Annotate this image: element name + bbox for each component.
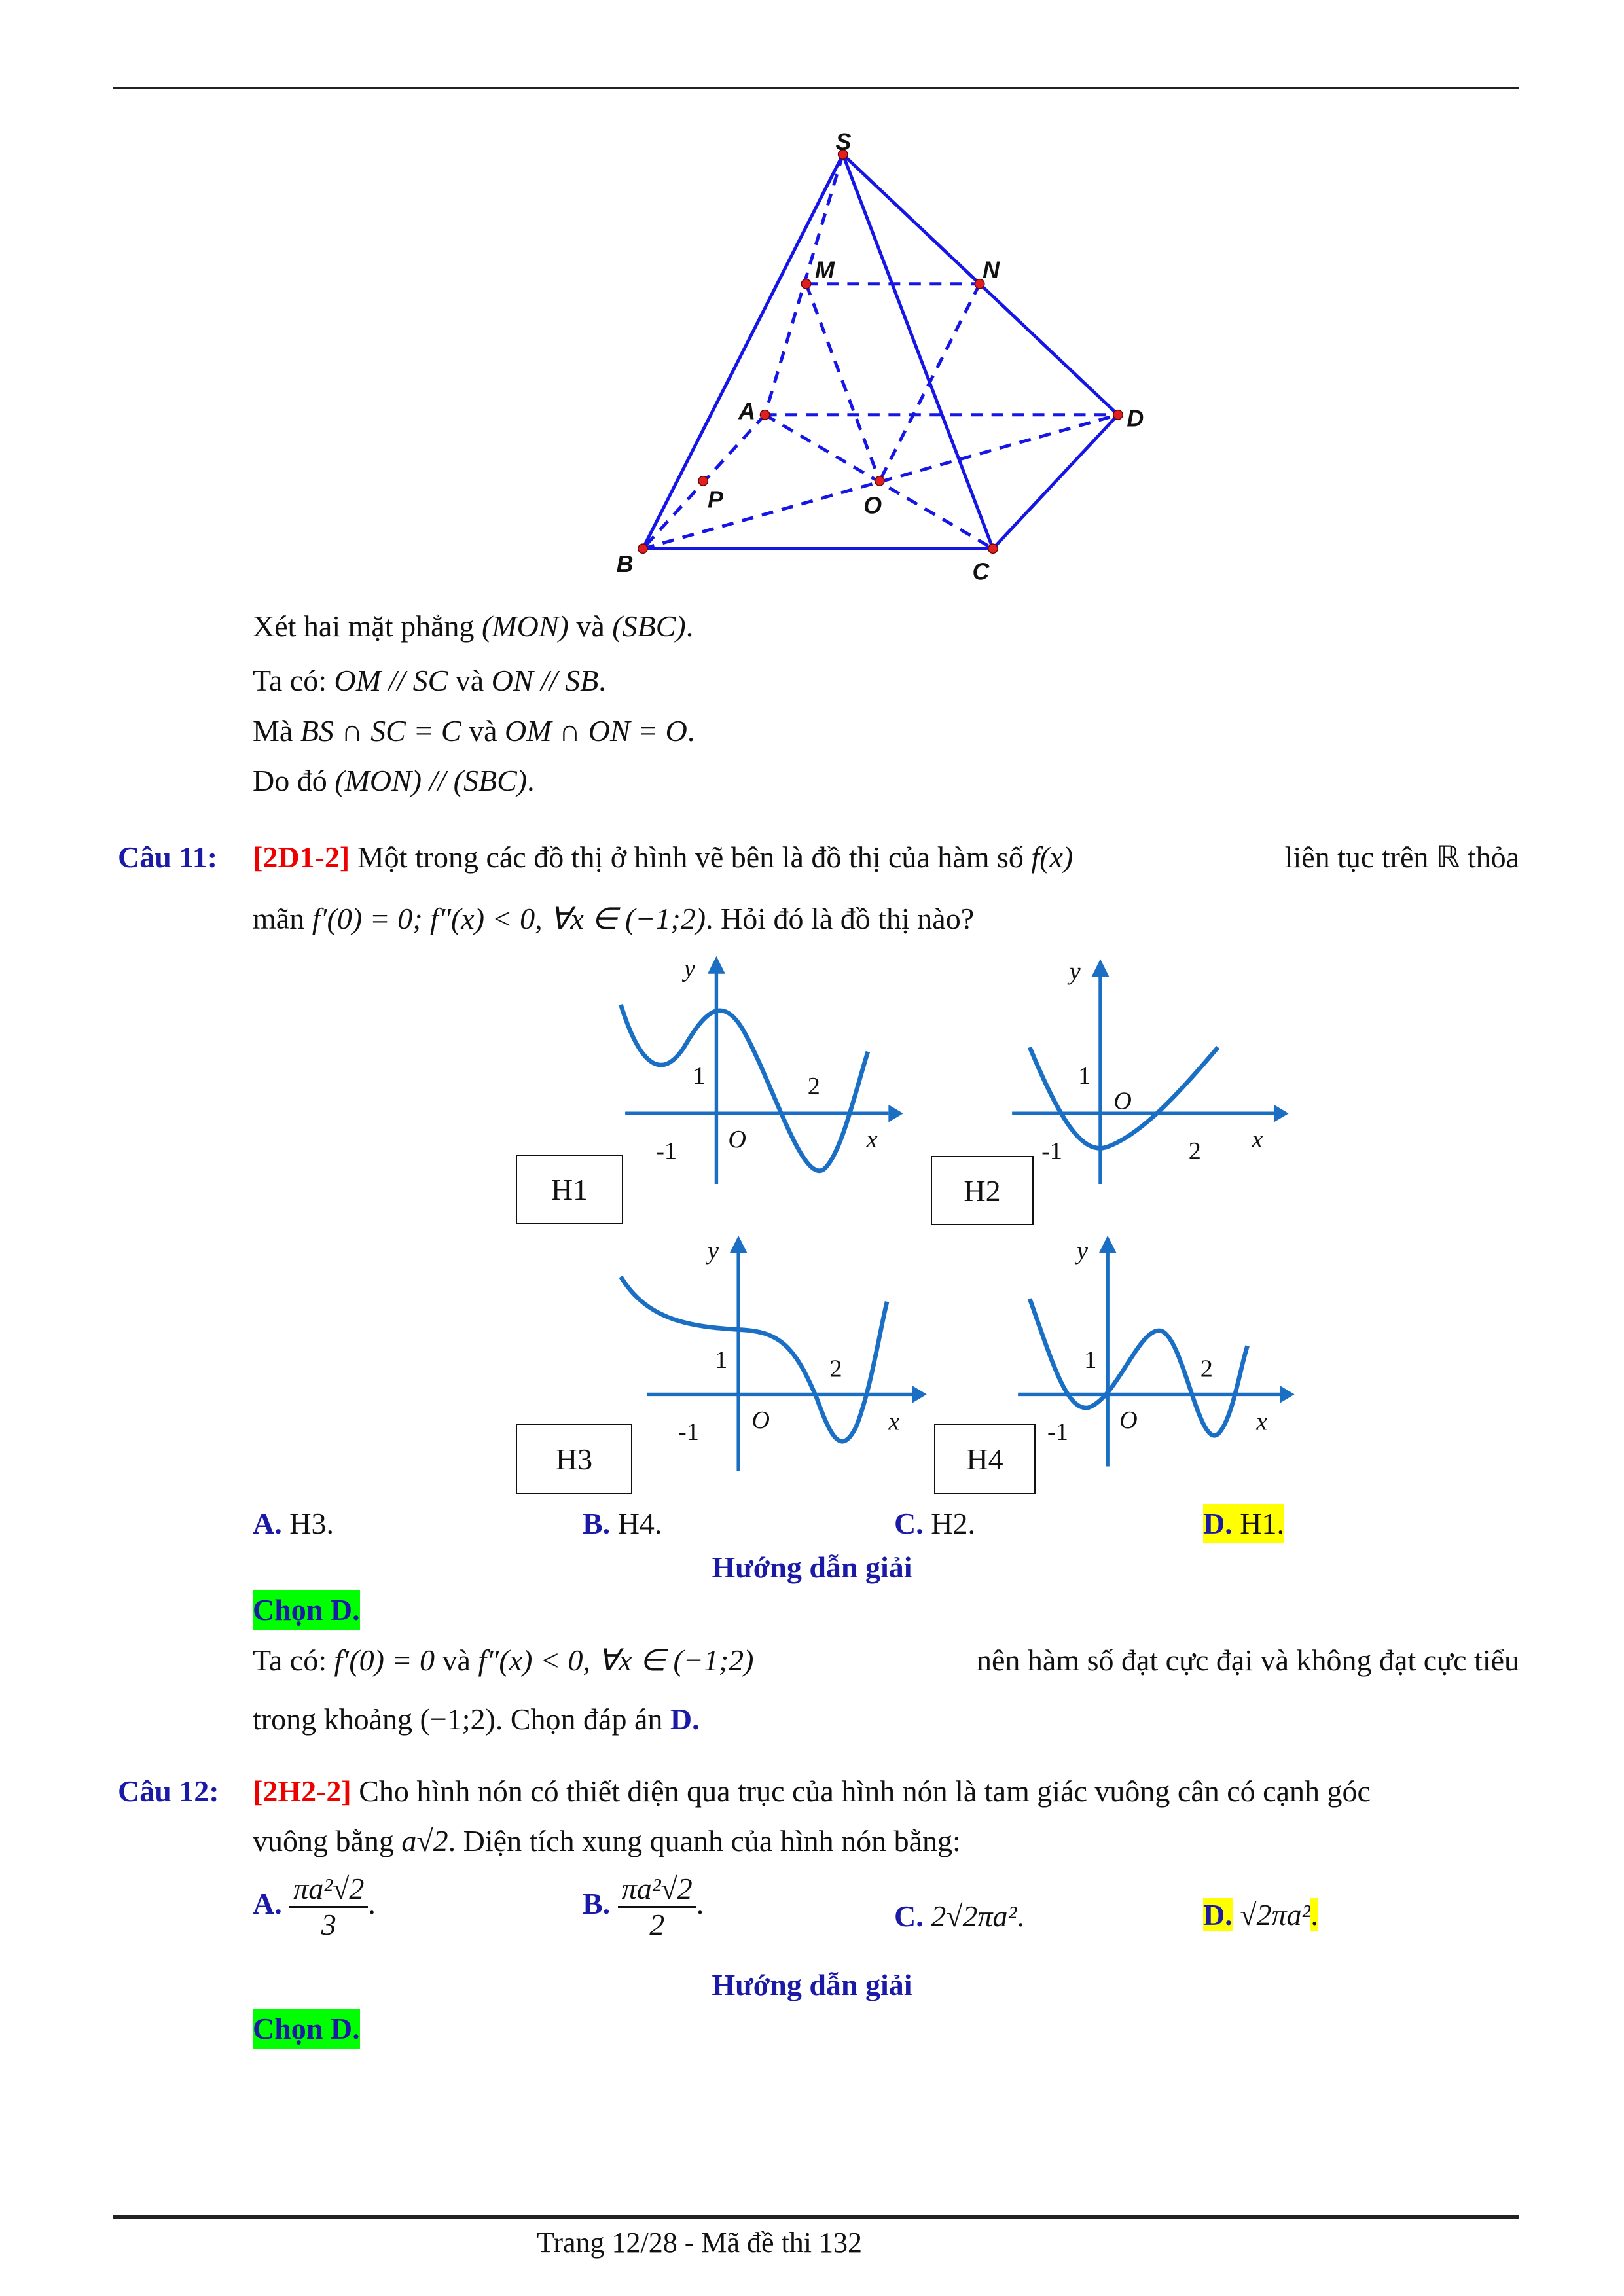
- question-11-line1: [253, 838, 1519, 877]
- h1-origin-label: O: [728, 1125, 746, 1153]
- guide-heading: Hướng dẫn giải: [712, 1968, 912, 2001]
- h1-y-label: y: [683, 955, 695, 983]
- math: f″(x) < 0, ∀x ∈ (−1;2): [478, 1643, 754, 1677]
- math: f(x): [1031, 840, 1074, 874]
- h3-x-label: x: [888, 1408, 900, 1436]
- point-label-o: O: [863, 492, 882, 519]
- answer-letter: B.: [583, 1507, 611, 1540]
- graph-h3: [621, 1236, 926, 1471]
- graph-label-h4: H4: [934, 1424, 1036, 1494]
- answer-text: H4.: [610, 1507, 662, 1540]
- guide-heading: Hướng dẫn giải: [712, 1551, 912, 1584]
- answer-letter: A.: [253, 1887, 282, 1921]
- text: .: [685, 609, 694, 643]
- text: . Hỏi đó là đồ thị nào?: [706, 902, 975, 935]
- math: f′(0) = 0; f″(x) < 0, ∀x ∈ (−1;2): [312, 902, 706, 935]
- math: (SBC): [612, 609, 686, 643]
- h3-origin-label: O: [751, 1407, 770, 1435]
- chosen-answer: Chọn D.: [253, 2009, 360, 2049]
- text: .: [687, 714, 695, 747]
- point-label-m: M: [814, 256, 835, 283]
- text: .: [527, 764, 535, 797]
- math: f′(0) = 0: [334, 1643, 435, 1677]
- text: nên hàm số đạt cực đại và không đạt cực tiểu: [976, 1643, 1519, 1677]
- text: liên tục trên ℝ thỏa: [1284, 840, 1519, 874]
- solution-line: [253, 607, 693, 646]
- math: OM // SC: [334, 664, 448, 697]
- solution-line: [253, 761, 535, 800]
- h2-two-label: 2: [1188, 1137, 1201, 1165]
- solution-line: [253, 1700, 700, 1739]
- question-12-label: Câu 12:: [118, 1774, 219, 1808]
- answer-letter: D.: [1203, 1898, 1233, 1931]
- h2-neg1-label: -1: [1041, 1137, 1062, 1165]
- text: và: [568, 609, 613, 643]
- solution-line: [253, 661, 606, 700]
- point-label-d: D: [1127, 404, 1144, 432]
- answer-c[interactable]: [894, 1504, 975, 1543]
- answer-letter: D.: [1203, 1507, 1233, 1540]
- h3-one-label: 1: [715, 1346, 728, 1374]
- h2-y-label: y: [1069, 958, 1081, 986]
- h4-y-label: y: [1077, 1237, 1088, 1265]
- text: vuông bằng: [253, 1824, 402, 1857]
- h4-x-label: x: [1256, 1408, 1268, 1436]
- answer-a[interactable]: A. $\frac{\text{πa²√2}}{3}$ .: [253, 1872, 376, 1941]
- h4-neg1-label: -1: [1047, 1418, 1068, 1446]
- question-12-line1: [253, 1772, 1519, 1811]
- text: . Chọn đáp án: [495, 1702, 670, 1736]
- h4-two-label: 2: [1200, 1355, 1213, 1383]
- graph-label-h2: H2: [931, 1156, 1034, 1225]
- answer-text: H3.: [281, 1507, 334, 1540]
- page-footer: Trang 12/28 - Mã đề thi 132: [537, 2227, 863, 2259]
- text: Do đó: [253, 764, 335, 797]
- text: trong khoảng: [253, 1702, 420, 1736]
- math: (MON) // (SBC): [334, 764, 528, 797]
- point-label-b: B: [616, 550, 634, 578]
- text: Xét hai mặt phẳng: [253, 609, 482, 643]
- math: ON // SB: [491, 664, 599, 697]
- answer-text: √2πa²: [1240, 1898, 1311, 1931]
- answer-letter: C.: [894, 1507, 924, 1540]
- text: và: [448, 664, 492, 697]
- text: Một trong các đồ thị ở hình vẽ bên là đồ thị của hàm số: [357, 840, 1032, 874]
- text: Cho hình nón có thiết diện qua trục của hình nón là tam giác vuông cân có cạnh góc: [359, 1774, 1371, 1808]
- graph-label-h3: H3: [516, 1424, 632, 1494]
- footer-rule: [113, 2215, 1519, 2219]
- question-tag: [2H2-2]: [253, 1774, 352, 1808]
- answer-c[interactable]: C. 2√2πa².: [894, 1899, 1024, 1933]
- h3-two-label: 2: [829, 1355, 842, 1383]
- question-11-line2: [253, 899, 974, 939]
- h1-one-label: 1: [693, 1062, 706, 1090]
- answer-d[interactable]: [1203, 1504, 1284, 1543]
- math: BS ∩ SC = C: [300, 714, 461, 747]
- text: Ta có:: [253, 1643, 334, 1677]
- answer-letter: B.: [583, 1887, 611, 1921]
- h2-x-label: x: [1252, 1125, 1263, 1153]
- answer-b[interactable]: B. $\frac{\text{πa²√2}}{2}$ .: [583, 1872, 704, 1941]
- answer-ref: D.: [670, 1702, 700, 1736]
- h3-y-label: y: [707, 1237, 719, 1265]
- math: (−1;2): [420, 1702, 496, 1736]
- answer-letter: C.: [894, 1899, 924, 1933]
- answer-a[interactable]: [253, 1504, 334, 1543]
- answer-b[interactable]: [583, 1504, 662, 1543]
- h3-neg1-label: -1: [677, 1418, 699, 1446]
- text: . Diện tích xung quanh của hình nón bằng:: [448, 1824, 961, 1857]
- solution-line: [253, 711, 695, 751]
- solution-line: [253, 1641, 1519, 1680]
- answer-letter: A.: [253, 1507, 282, 1540]
- point-label-c: C: [972, 558, 990, 585]
- question-11-label: Câu 11:: [118, 840, 218, 874]
- text: và: [435, 1643, 478, 1677]
- h4-origin-label: O: [1119, 1407, 1138, 1435]
- point-label-n: N: [983, 256, 1000, 283]
- math: a√2: [401, 1824, 448, 1857]
- point-label-s: S: [835, 128, 852, 156]
- point-label-p: P: [707, 486, 723, 513]
- text: .: [598, 664, 606, 697]
- graph-label-h1: H1: [516, 1155, 623, 1224]
- point-label-a: A: [738, 397, 756, 425]
- fraction-numerator: πa²√2: [618, 1872, 696, 1908]
- fraction-numerator: πa²√2: [289, 1872, 368, 1908]
- answer-d[interactable]: D. √2πa².: [1203, 1898, 1318, 1931]
- h2-origin-label: O: [1113, 1087, 1132, 1115]
- text: và: [461, 714, 505, 747]
- answer-text: 2√2πa²: [931, 1899, 1017, 1933]
- math: OM ∩ ON = O: [504, 714, 687, 747]
- answer-text: H1.: [1232, 1507, 1284, 1540]
- h1-neg1-label: -1: [656, 1137, 677, 1165]
- chosen-answer: Chọn D.: [253, 1590, 360, 1630]
- fraction-denominator: 3: [321, 1908, 336, 1941]
- question-tag: [2D1-2]: [253, 840, 350, 874]
- text: Ta có:: [253, 664, 334, 697]
- text: mãn: [253, 902, 312, 935]
- h1-two-label: 2: [807, 1072, 820, 1100]
- question-12-line2: [253, 1821, 961, 1861]
- answer-text: H2.: [923, 1507, 975, 1540]
- fraction-denominator: 2: [649, 1908, 665, 1941]
- h1-x-label: x: [866, 1125, 878, 1153]
- math: (MON): [482, 609, 569, 643]
- text: Mà: [253, 714, 300, 747]
- h4-one-label: 1: [1084, 1346, 1097, 1374]
- h2-one-label: 1: [1078, 1062, 1091, 1090]
